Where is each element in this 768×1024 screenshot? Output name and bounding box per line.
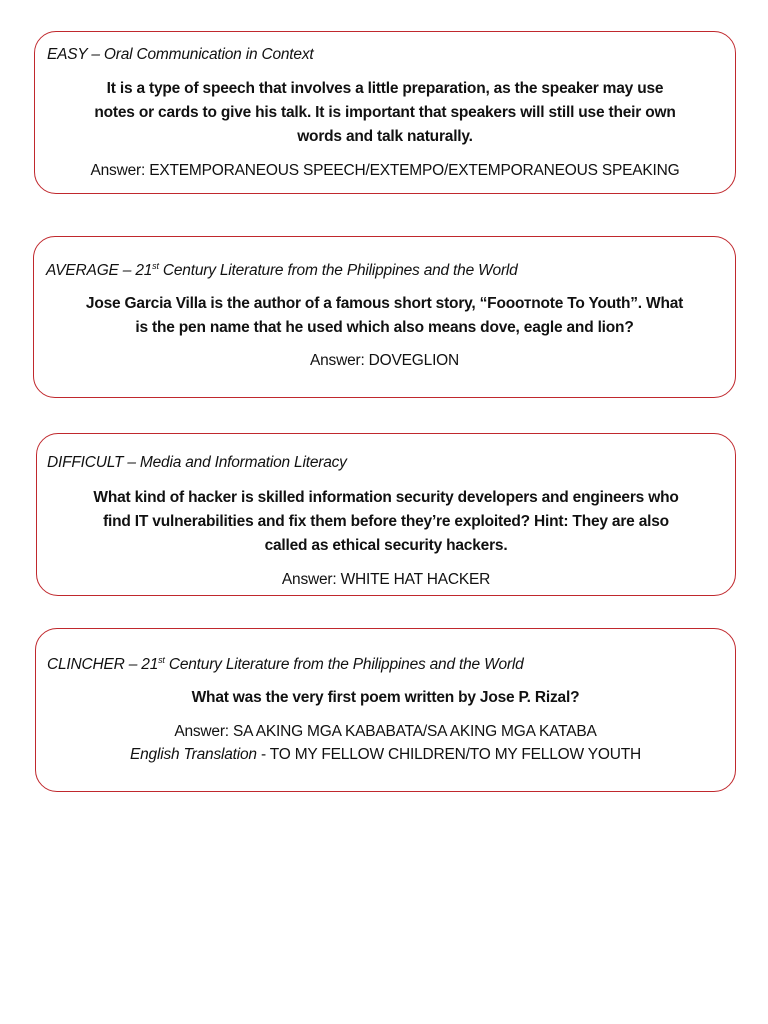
ordinal-suffix: st <box>158 655 165 665</box>
dash: – <box>123 454 140 471</box>
category-label <box>47 46 314 64</box>
answer-text: Answer: SA AKING MGA KABABATA/SA AKING MGA KATABA <box>174 723 597 740</box>
category-label <box>46 261 518 280</box>
answer-text: Answer: EXTEMPORANEOUS SPEECH/EXTEMPO/EXTEMPORANEOUS SPEAKING <box>90 162 680 179</box>
question-line: Jose Garcia Villa is the author of a famous short story, “Fooотnote To Youth”. What <box>85 295 684 312</box>
question-card-easy <box>34 31 736 194</box>
level: EASY <box>47 46 88 63</box>
question-line: words and talk naturally. <box>297 128 473 145</box>
level: CLINCHER <box>47 656 125 674</box>
question-line: is the pen name that he used which also means dove, eagle and lion? <box>135 319 634 336</box>
translation-value: - TO MY FELLOW CHILDREN/TO MY FELLOW YOUTH <box>256 746 641 763</box>
question-line: It is a type of speech that involves a little preparation, as the speaker may use <box>106 80 664 97</box>
level: DIFFICULT <box>47 454 124 471</box>
ordinal-suffix: st <box>152 261 159 271</box>
question-card-average <box>33 236 736 398</box>
question-line: find IT vulnerabilities and fix them before they’re exploited? Hint: They are also <box>103 513 669 530</box>
question-line: What kind of hacker is skilled information security developers and engineers who <box>93 489 679 506</box>
translation-text <box>36 744 735 766</box>
translation-label: English Translation <box>129 746 257 763</box>
dash: – <box>118 262 136 280</box>
category-label <box>47 655 524 674</box>
subject: Century Literature from the Philippines and the World <box>168 656 524 674</box>
dash: – <box>124 656 142 674</box>
subject: Media and Information Literacy <box>139 454 347 471</box>
subject-number: 21 <box>135 262 153 280</box>
question-card-clincher <box>35 628 736 792</box>
category-label <box>47 454 347 472</box>
answer-text: Answer: DOVEGLION <box>309 352 460 369</box>
dash: – <box>87 46 104 63</box>
subject: Oral Communication in Context <box>103 46 314 63</box>
question-text <box>34 292 735 340</box>
subject-number: 21 <box>141 656 159 674</box>
question-line: called as ethical security hackers. <box>264 537 508 554</box>
answer-text: Answer: WHITE HAT HACKER <box>281 571 491 588</box>
question-card-difficult <box>36 433 736 596</box>
question-text <box>35 77 735 149</box>
subject: Century Literature from the Philippines and the World <box>162 262 518 280</box>
question-text <box>37 486 735 558</box>
question-text <box>36 686 735 710</box>
question-line: notes or cards to give his talk. It is important that speakers will still use their own <box>94 104 676 121</box>
level: AVERAGE <box>46 262 119 280</box>
question-line: What was the very first poem written by Jose P. Rizal? <box>191 689 580 706</box>
